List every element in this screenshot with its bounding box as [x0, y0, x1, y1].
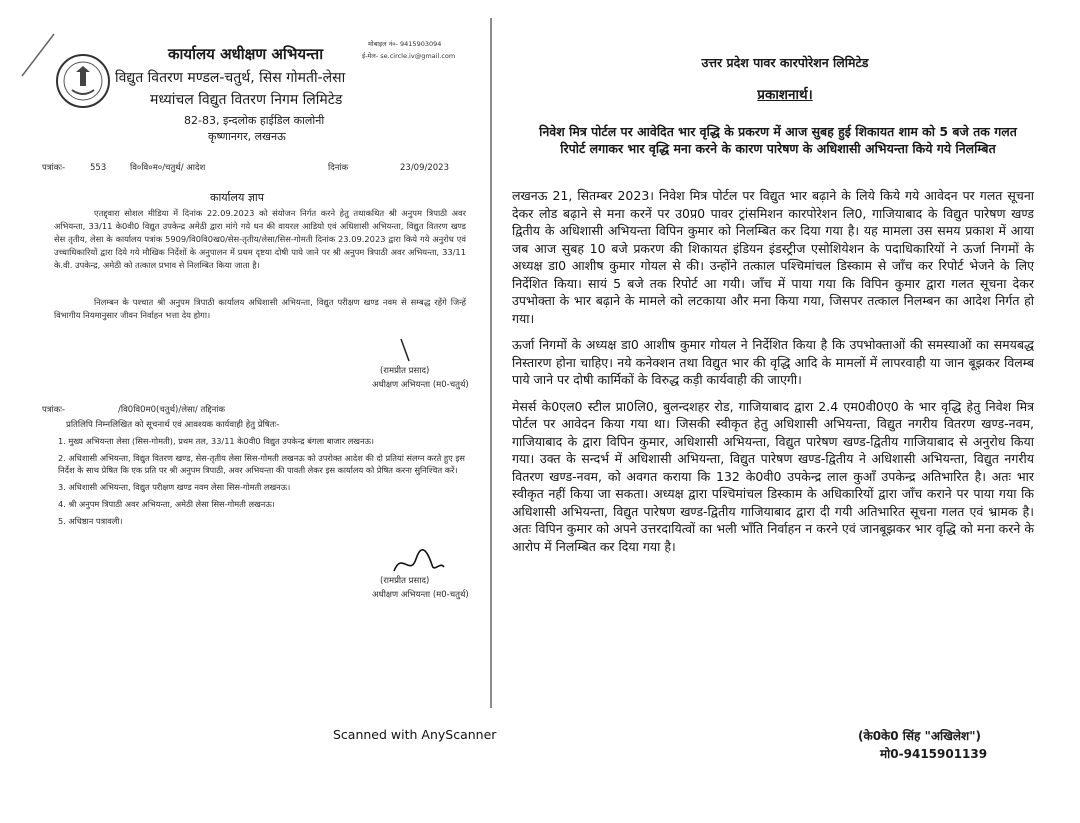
list-item: 2. अधिशासी अभियन्ता, विद्युत वितरण खण्ड, सेस-तृतीय लेसा सिस-गोमती लखनऊ को उपरोक्त आदेश की दो प्रतियां संलग्न करते हुए इस निर्देश के साथ प्रेषित कि एक प्रति पर श्री अनुपम त्रिपाठी, अवर अभियन्ता की पावती लेकर इस कार्यालय को प्रेषित करना सुनिश्चित करें। [58, 453, 465, 475]
ref-number: 553 [90, 163, 107, 173]
signature-mark-1 [398, 337, 412, 363]
signatory-2-name: (रामप्रीत प्रसाद) [380, 576, 430, 586]
signatory-1-name: (रामप्रीत प्रसाद) [380, 366, 430, 376]
list-item: 3. अधिशासी अभियन्ता, विद्युत परीक्षण खण्ड नवम लेसा सिस-गोमती लखनऊ। [58, 482, 291, 492]
office-address-1: 82-83, इन्दलोक हाईडिल कालोनी [184, 114, 325, 127]
office-title: कार्यालय अधीक्षण अभियन्ता [168, 45, 324, 63]
list-item: 4. श्री अनुपम त्रिपाठी अवर अभियन्ता, अमेठी लेसा सिस-गोमती लखनऊ। [58, 499, 275, 509]
signatory-1-title: अधीक्षण अभियन्ता (म0-चतुर्थ) [372, 380, 469, 390]
memo-title: कार्यालय ज्ञाप [210, 191, 265, 204]
contact-phone: मोबाइल नं०- 9415903094 [368, 40, 442, 48]
press-paragraph-1: लखनऊ 21, सितम्बर 2023। निवेश मित्र पोर्टल पर विद्युत भार बढ़ाने के लिये किये गये आवेदन पर गलत सूचना देकर लोड बढ़ाने से मना करनें पर उ0प्र0 पावर ट्रांसमिशन कारपोरेशन लि0, गाजियाबाद के विद्युत पारेषण खण्ड द्वितीय के अधिशासी अभियन्ता विपिन कुमार को निलम्बित कर दिया गया है। यह मामला उस समय प्रकाश में आया जब आज सुबह 10 बजे प्रकरण की शिकायत इंडियन इंडस्ट्रीज एसोशियेशन के पदाधिकारियों ने ऊर्जा निगमों के अध्यक्ष डा0 आशीष कुमार गोयल से की। उन्होंने तत्काल पश्चिमांचल डिस्काम से जाँच कर रिपोर्ट भेजने के लिए निर्देशित किया। सायं 5 बजे तक रिपोर्ट आ गयी। जाँच में पाया गया कि विपिन कुमार द्वारा गलत सूचना देकर उपभोक्ता के भार बढ़ाने के मामले को लटकाया और मना किया गया, जिसपर तत्काल निलम्बन का आदेश निर्गत हो गया। [512, 188, 1034, 326]
ref-text: वि०वि०म०/चतुर्थ/ आदेश [130, 163, 206, 173]
date-value: 23/09/2023 [400, 163, 449, 173]
copy-intro: प्रतिलिपि निम्नलिखित को सूचनार्थ एवं आवश्यक कार्यवाही हेतु प्रेषितः- [66, 420, 280, 430]
scan-mark-line [18, 30, 58, 80]
press-headline: निवेश मित्र पोर्टल पर आवेदित भार वृद्धि के प्रकरण में आज सुबह हुई शिकायत शाम को 5 बजे तक गलत रिपोर्ट लगाकर भार वृद्धि मना करने के कारण पारेषण के अधिशासी अभियन्ता किये गये निलम्बित [539, 124, 1017, 156]
ref2-label: पत्रांकः- [42, 405, 66, 415]
signatory-2-title: अधीक्षण अभियन्ता (म0-चतुर्थ) [372, 590, 469, 600]
contact-email: ई-मेल- se.circle.iv@gmail.com [362, 52, 456, 60]
uppcl-seal-icon [54, 52, 112, 110]
press-body [512, 187, 1034, 564]
press-paragraph-3: मेसर्स के0एल0 स्टील प्रा0लि0, बुलन्दशहर रोड, गाजियाबाद द्वारा 2.4 एम0वी0ए0 के भार वृद्धि हेतु निवेश मित्र पोर्टल पर आवेदन किया गया था। जिसकी स्वीकृत हेतु अधिशासी अभियन्ता, विद्युत नगरीय वितरण खण्ड-नवम, गाजियाबाद के द्वारा विपिन कुमार, अधिशासी अभियन्ता, विद्युत पारेषण खण्ड-द्वितीय गाजियाबाद से अनुरोध किया गया। उक्त के सन्दर्भ में अधिशासी अभियन्ता, विद्युत पारेषण खण्ड-द्वितीय ने अधिशासी अभियन्ता, विद्युत नगरीय वितरण खण्ड-नवम, को अवगत कराया कि 132 के0वी0 उपकेन्द्र लाल कुआँ उपकेन्द्र अतिभारित है। अतः भार स्वीकृत नहीं किया जा सकता। अध्यक्ष द्वारा पश्चिमांचल डिस्काम के अधिकारियों द्वारा जाँच कराने पर पाया गया कि अधिशासी अभियन्ता, विद्युत पारेषण खण्ड-द्वितीय गाजियाबाद द्वारा दी गयी अतिभारित सूचना गलत एवं भ्रामक है। अतः विपिन कुमार को अपने उत्तरदायित्वों का भली भाँति निर्वाहन न करने एवं जानबूझकर भार वृद्धि को मना करने के आरोप में निलम्बित कर दिया गया है। [512, 398, 1034, 554]
list-item: 5. अधिष्ठान पत्रावली। [58, 516, 123, 526]
press-signatory-mobile: मो0-9415901139 [880, 747, 988, 761]
office-company: मध्यांचल विद्युत वितरण निगम लिमिटेड [150, 92, 343, 108]
memo-paragraph-2: निलम्बन के पश्चात श्री अनुपम त्रिपाठी कार्यालय अधिशासी अभियन्ता, विद्युत परीक्षण खण्ड नवम से सम्बद्ध रहेंगे जिन्हें विभागीय नियमानुसार जीवन निर्वाहन भत्ता देय होगा। [54, 297, 466, 320]
office-memo-scan [0, 0, 492, 710]
date-label: दिनांक [328, 163, 349, 173]
copy-list [58, 435, 468, 532]
press-signatory-name: (के0के0 सिंह "अखिलेश") [858, 729, 981, 743]
memo-paragraph-1: एतद्द्वारा सोशल मीडिया में दिनांक 22.09.2023 को संयोजन निर्गत करने हेतु तथाकथित श्री अनुपम त्रिपाठी अवर अभियन्ता, 33/11 के0वी0 विद्युत उपकेन्द्र अमेठी द्वारा मांगे गये धन की वायरल आडियो एवं अधिशासी अभियन्ता, विद्युत वितरण खण्ड सेस तृतीय, लेसा के कार्यालय पत्रांक 5909/वि0वि0ख0/सेस-तृतीय/लेसा/सिस-गोमती दिनांक 23.09.2023 द्वारा किये गये अनुरोध एवं उच्चाधिकारियों द्वारा दिये गये मौखिक निर्देशों के अनुपालन में प्रथम दृष्टया दोषी पाये जाने पर श्री अनुपम त्रिपाठी अवर अभियन्ता, 33/11 के.वी. उपकेन्द्र, अमेठी को तत्काल प्रभाव से निलम्बित किया जाता है। [54, 208, 466, 270]
ref-label: पत्रांकः- [42, 163, 66, 173]
press-purpose: प्रकाशनार्थ। [757, 87, 813, 103]
scanner-watermark: Scanned with AnyScanner [333, 727, 497, 742]
list-item: 1. मुख्य अभियन्ता लेसा (सिस-गोमती), प्रथम तल, 33/11 के0वी0 विद्युत उपकेन्द्र बंगला बाजार लखनऊ। [58, 436, 375, 446]
office-address-2: कृष्णानगर, लखनऊ [208, 130, 286, 143]
press-paragraph-2: ऊर्जा निगमों के अध्यक्ष डा0 आशीष कुमार गोयल ने निर्देशित किया है कि उपभोक्ताओं की समस्याओं का समयबद्ध निस्तारण होना चाहिए। नये कनेक्शन तथा विद्युत भार की वृद्धि आदि के मामलों में लापरवाही या जान बूझकर विलम्ब पाये जाने पर दोषी कार्मिकों के विरुद्ध कड़ी कार्यवाही की जाएगी। [512, 337, 1034, 387]
page-divider [490, 18, 492, 708]
company-name: उत्तर प्रदेश पावर कारपोरेशन लिमिटेड [701, 55, 869, 70]
ref2-text: /वि0वि0म0(चतुर्थ)/लेसा/ तद्दिनांक [118, 405, 226, 415]
office-subtitle: विद्युत वितरण मण्डल-चतुर्थ, सिस गोमती-लेसा [115, 70, 346, 86]
